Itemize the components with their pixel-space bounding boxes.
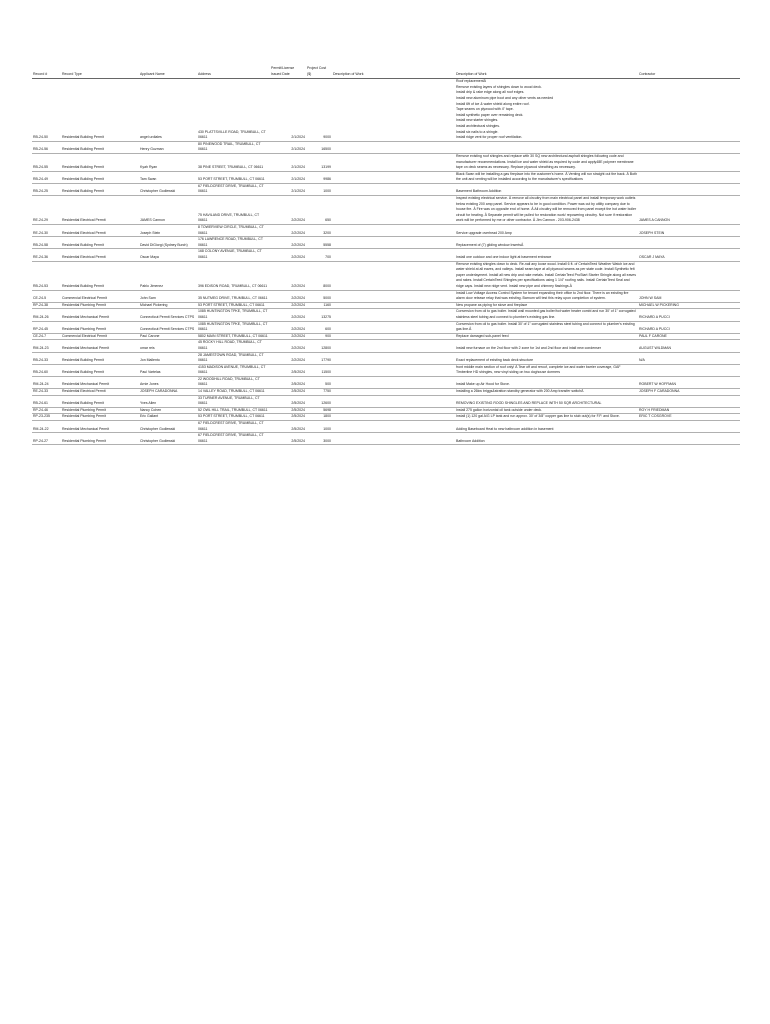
address-cell: 67 FIELDCREST DRIVE, TRUMBULL, CT 06611 bbox=[197, 183, 270, 195]
contractor-cell: AUGUST WILDMAN bbox=[638, 340, 740, 352]
table-row bbox=[32, 364, 740, 376]
contractor-cell: ERIC T COSGROVE bbox=[638, 414, 740, 421]
contractor-cell bbox=[638, 79, 740, 142]
contractor-cell bbox=[638, 153, 740, 171]
table-row bbox=[32, 261, 740, 290]
project-cost-cell: 13199 bbox=[306, 153, 332, 171]
applicant-name-cell: Christopher Godlewski bbox=[139, 433, 197, 445]
project-cost-cell: 8000 bbox=[306, 261, 332, 290]
record-type-cell: Residential Electrical Permit bbox=[61, 249, 139, 261]
project-cost-cell: 16500 bbox=[306, 141, 332, 153]
record-number-cell: RP-24-46 bbox=[32, 407, 61, 414]
project-cost-cell: 700 bbox=[306, 249, 332, 261]
record-type-cell: Residential Building Permit bbox=[61, 79, 139, 142]
record-type-cell: Residential Mechanical Permit bbox=[61, 421, 139, 433]
record-number-cell: RE-24-29 bbox=[32, 196, 61, 225]
permit-report-sheet bbox=[32, 66, 740, 445]
project-cost-cell: 5558 bbox=[306, 237, 332, 249]
applicant-name-cell: Nancy Cohen bbox=[139, 407, 197, 414]
permit-table bbox=[32, 66, 740, 445]
applicant-name-cell: Pablo Jimenez bbox=[139, 261, 197, 290]
applicant-name-cell: Paul Vartelas bbox=[139, 364, 197, 376]
description-cell bbox=[332, 395, 455, 407]
column-header: Applicant Name bbox=[139, 66, 197, 79]
contractor-cell: ROY H FRIEDMAN bbox=[638, 407, 740, 414]
contractor-cell: OSCAR J MAYA bbox=[638, 249, 740, 261]
applicant-name-cell: omar reis bbox=[139, 340, 197, 352]
applicant-name-cell: Paul Carone bbox=[139, 333, 197, 340]
project-cost-cell: 13275 bbox=[306, 309, 332, 321]
project-cost-cell: 1800 bbox=[306, 414, 332, 421]
applicant-name-cell: Kyah Ryan bbox=[139, 153, 197, 171]
applicant-name-cell: Arnie Jones bbox=[139, 376, 197, 388]
address-cell: 53 PORT STREET, TRUMBULL, CT 06611 bbox=[197, 302, 270, 309]
address-cell: 4153 MADISON AVENUE, TRUMBULL, CT 06611 bbox=[197, 364, 270, 376]
applicant-name-cell: John Sam bbox=[139, 290, 197, 302]
description-cell bbox=[332, 141, 455, 153]
description-detail-cell: Install Make up Air Hood for Stove. bbox=[455, 376, 638, 388]
project-cost-cell: 9000 bbox=[306, 79, 332, 142]
record-number-cell: RM-24-22 bbox=[32, 421, 61, 433]
record-type-cell: Residential Mechanical Permit bbox=[61, 376, 139, 388]
project-cost-cell: 1160 bbox=[306, 302, 332, 309]
record-type-cell: Residential Plumbing Permit bbox=[61, 433, 139, 445]
table-row bbox=[32, 309, 740, 321]
issued-date-cell: 2/5/2024 bbox=[270, 389, 306, 396]
contractor-cell: RICHARD A PUCCI bbox=[638, 321, 740, 333]
table-row bbox=[32, 302, 740, 309]
column-header: Contractor bbox=[638, 66, 740, 79]
description-detail-cell: Service upgrade overhead 200 Amp bbox=[455, 225, 638, 237]
record-type-cell: Residential Building Permit bbox=[61, 395, 139, 407]
record-type-cell: Residential Plumbing Permit bbox=[61, 414, 139, 421]
issued-date-cell: 2/5/2024 bbox=[270, 421, 306, 433]
column-header: Record # bbox=[32, 66, 61, 79]
applicant-name-cell: JAMES Cannon bbox=[139, 196, 197, 225]
applicant-name-cell: Christopher Godlewski bbox=[139, 421, 197, 433]
contractor-cell bbox=[638, 395, 740, 407]
applicant-name-cell: Oscar Maya bbox=[139, 249, 197, 261]
contractor-cell bbox=[638, 183, 740, 195]
address-cell: 176 LAWRENCE ROAD, TRUMBULL, CT 06611 bbox=[197, 237, 270, 249]
issued-date-cell: 2/5/2024 bbox=[270, 364, 306, 376]
issued-date-cell: 2/2/2024 bbox=[270, 333, 306, 340]
contractor-cell bbox=[638, 433, 740, 445]
column-header: Description of Work bbox=[332, 66, 455, 79]
description-detail-cell: Exact replacement of existing back deck structure bbox=[455, 352, 638, 364]
record-number-cell: RE-24-36 bbox=[32, 249, 61, 261]
description-detail-cell: Black Swan will be installing a gas fireplace into the customer's home. Â Venting will run straight out the back. Â Both the unit and venting will be installed according to the manufacturer's specifications bbox=[455, 171, 638, 183]
address-cell: 52 OWL HILL TRAIL, TRUMBULL, CT 06611 bbox=[197, 407, 270, 414]
description-cell bbox=[332, 290, 455, 302]
applicant-name-cell: Connecticut Permit Services CTPS bbox=[139, 321, 197, 333]
record-type-cell: Residential Building Permit bbox=[61, 261, 139, 290]
issued-date-cell: 2/2/2024 bbox=[270, 196, 306, 225]
record-number-cell: RB-24-50 bbox=[32, 79, 61, 142]
table-row bbox=[32, 321, 740, 333]
record-type-cell: Residential Building Permit bbox=[61, 171, 139, 183]
address-cell: 168 COLONY AVENUE, TRUMBULL, CT 06611 bbox=[197, 249, 270, 261]
project-cost-cell: 7750 bbox=[306, 389, 332, 396]
applicant-name-cell: Christopher Godlewski bbox=[139, 183, 197, 195]
applicant-name-cell: Tam Swan bbox=[139, 171, 197, 183]
applicant-name-cell: JOSEPH CARADONNA bbox=[139, 389, 197, 396]
issued-date-cell: 2/2/2024 bbox=[270, 309, 306, 321]
applicant-name-cell: Jon Mallento bbox=[139, 352, 197, 364]
record-number-cell: RB-24-58 bbox=[32, 237, 61, 249]
record-type-cell: Residential Electrical Permit bbox=[61, 389, 139, 396]
record-number-cell: RB-24-53 bbox=[32, 261, 61, 290]
description-detail-cell: Conversion from oil to gas boiler. Install wall mounted gas boiler/hot water heater combi and run 30' of 1" corrugated stainless steel tubing and connect to plumber's existing gas line. bbox=[455, 309, 638, 321]
description-detail-cell: Install 275 gallon horizontal oil tank outside under deck. bbox=[455, 407, 638, 414]
address-cell: 430 PLATTSVILLE ROAD, TRUMBULL, CT 06611 bbox=[197, 79, 270, 142]
record-type-cell: Residential Plumbing Permit bbox=[61, 321, 139, 333]
column-header: Address bbox=[197, 66, 270, 79]
record-number-cell: RB-24-56 bbox=[32, 141, 61, 153]
table-body bbox=[32, 79, 740, 445]
record-type-cell: Residential Building Permit bbox=[61, 364, 139, 376]
record-type-cell: Residential Building Permit bbox=[61, 352, 139, 364]
contractor-cell bbox=[638, 141, 740, 153]
issued-date-cell: 2/2/2024 bbox=[270, 340, 306, 352]
table-row bbox=[32, 183, 740, 195]
record-type-cell: Residential Plumbing Permit bbox=[61, 407, 139, 414]
project-cost-cell: 1000 bbox=[306, 183, 332, 195]
project-cost-cell: 600 bbox=[306, 321, 332, 333]
project-cost-cell: 12800 bbox=[306, 340, 332, 352]
record-number-cell: RB-24-25 bbox=[32, 183, 61, 195]
description-cell bbox=[332, 153, 455, 171]
issued-date-cell: 2/2/2024 bbox=[270, 225, 306, 237]
record-type-cell: Residential Building Permit bbox=[61, 237, 139, 249]
address-cell: 38 PINE STREET, TRUMBULL, CT 06611 bbox=[197, 153, 270, 171]
description-cell bbox=[332, 414, 455, 421]
description-detail-cell: Roof replacementÂ Remove existing layers of shingles down to wood deck. Install drip & rake edge along all roof edges. Install new aluminum pipe boot and any other vents as needed Install 6ft of ice & water shield along entire roof. Tape seams on plywood with 4" tape. Install synthetic paper over remaining deck. Install new starter shingles. Install architectural shingles. Install six nails to a shingle. Install ridge vent for proper roof ventilation. bbox=[455, 79, 638, 142]
table-row bbox=[32, 407, 740, 414]
description-cell bbox=[332, 225, 455, 237]
address-cell: 67 FIELDCREST DRIVE, TRUMBULL, CT 06611 bbox=[197, 433, 270, 445]
address-cell: 45 ROCKY HILL ROAD, TRUMBULL, CT 06611 bbox=[197, 340, 270, 352]
description-detail-cell: Bathroom Addition bbox=[455, 433, 638, 445]
column-header: Description of Work bbox=[455, 66, 638, 79]
record-number-cell: RB-24-55 bbox=[32, 153, 61, 171]
record-type-cell: Residential Mechanical Permit bbox=[61, 309, 139, 321]
issued-date-cell: 2/1/2024 bbox=[270, 153, 306, 171]
contractor-cell: JOSEPH STEIN bbox=[638, 225, 740, 237]
project-cost-cell: 3000 bbox=[306, 433, 332, 445]
contractor-cell: MICHAEL W PICKERING bbox=[638, 302, 740, 309]
table-row bbox=[32, 421, 740, 433]
description-cell bbox=[332, 237, 455, 249]
record-type-cell: Residential Plumbing Permit bbox=[61, 302, 139, 309]
project-cost-cell: 5698 bbox=[306, 407, 332, 414]
record-number-cell: RE-24-30 bbox=[32, 225, 61, 237]
record-number-cell: RP-24-45 bbox=[32, 321, 61, 333]
issued-date-cell: 2/2/2024 bbox=[270, 290, 306, 302]
project-cost-cell: 650 bbox=[306, 196, 332, 225]
issued-date-cell: 2/2/2024 bbox=[270, 321, 306, 333]
applicant-name-cell: Eric Gallant bbox=[139, 414, 197, 421]
applicant-name-cell: Henry Guzman bbox=[139, 141, 197, 153]
address-cell: 396 EDISON ROAD, TRUMBULL, CT 06611 bbox=[197, 261, 270, 290]
address-cell: 1085 HUNTINGTON TPKE, TRUMBULL, CT 06611 bbox=[197, 309, 270, 321]
record-type-cell: Residential Electrical Permit bbox=[61, 225, 139, 237]
description-detail-cell: Remove existing shingles down to deck. Re-nail any loose wood. Install 6 ft. of CertainTeed Weather Watch ice and water shield at all eaves, and valleys. Install seam tape at all plywood seams as per state code. Install Synthetic felt paper underlayment. Install all new drip and rake metals. Install CertainTeed ProStart Starter Shingle along all eaves and rakes. Install CertainTeed Shingles per specifications using 1 1/4" roofing nails. Install CertainTeed Seal and ridge caps. Install new ridge vent. Install new pipe and chimney flashings.Â bbox=[455, 261, 638, 290]
applicant-name-cell: Michael Pickering bbox=[139, 302, 197, 309]
project-cost-cell: 9986 bbox=[306, 171, 332, 183]
table-row bbox=[32, 376, 740, 388]
contractor-cell: JAMES A CANNON bbox=[638, 196, 740, 225]
contractor-cell: JOSEPH F CARADONNA bbox=[638, 389, 740, 396]
contractor-cell: JOHN W SAM bbox=[638, 290, 740, 302]
description-cell bbox=[332, 333, 455, 340]
record-number-cell: CE-24-7 bbox=[32, 333, 61, 340]
description-detail-cell: REMOVING EXISTING ROOD SHINGLES AND REPLACE WITH 50 SQR ARCHITECTURAL bbox=[455, 395, 638, 407]
description-cell bbox=[332, 364, 455, 376]
description-detail-cell: Install (1) 120 gal A/G LP tank and run approx. 30' of 3/8" copper gas line to stub out(s) for F.P. and Stove. bbox=[455, 414, 638, 421]
record-number-cell: RM-24-26 bbox=[32, 309, 61, 321]
table-row bbox=[32, 153, 740, 171]
table-row bbox=[32, 196, 740, 225]
issued-date-cell: 2/1/2024 bbox=[270, 183, 306, 195]
column-header: Permit/License Issued Date bbox=[270, 66, 306, 79]
project-cost-cell: 1000 bbox=[306, 421, 332, 433]
issued-date-cell: 2/2/2024 bbox=[270, 249, 306, 261]
project-cost-cell: 900 bbox=[306, 333, 332, 340]
description-cell bbox=[332, 433, 455, 445]
issued-date-cell: 2/5/2024 bbox=[270, 414, 306, 421]
issued-date-cell: 2/1/2024 bbox=[270, 171, 306, 183]
record-type-cell: Commercial Electrical Permit bbox=[61, 290, 139, 302]
description-cell bbox=[332, 376, 455, 388]
table-row bbox=[32, 225, 740, 237]
address-cell: 80 PINEWOOD TRAIL, TRUMBULL, CT 06611 bbox=[197, 141, 270, 153]
project-cost-cell: 3200 bbox=[306, 225, 332, 237]
description-detail-cell: Install Low Voltage Access Control System for tenant expanding their office to 2nd floor. There is an existing fire alarm door release relay that was existing. Barnum will test this relay upon completion of system. bbox=[455, 290, 638, 302]
description-cell bbox=[332, 302, 455, 309]
contractor-cell: RICHARD A PUCCI bbox=[638, 309, 740, 321]
contractor-cell bbox=[638, 171, 740, 183]
description-detail-cell: Install new furnace on the 2nd floor with 2 zone for 1st and 2nd floor and intall new condenser bbox=[455, 340, 638, 352]
table-row bbox=[32, 249, 740, 261]
address-cell: 1085 HUNTINGTON TPKE, TRUMBULL, CT 06611 bbox=[197, 321, 270, 333]
project-cost-cell: 17790 bbox=[306, 352, 332, 364]
description-cell bbox=[332, 183, 455, 195]
address-cell: 67 FIELDCREST DRIVE, TRUMBULL, CT 06611 bbox=[197, 421, 270, 433]
table-row bbox=[32, 352, 740, 364]
contractor-cell bbox=[638, 364, 740, 376]
table-row bbox=[32, 433, 740, 445]
contractor-cell: ROBERT W HOFFMAN bbox=[638, 376, 740, 388]
issued-date-cell: 2/2/2024 bbox=[270, 302, 306, 309]
description-detail-cell: front middle main section of roof only! Â Tear off and reroof, complete ice and water barrier coverage, GAF Timberline HD shingles, new vinyl siding on two doghouse dormers bbox=[455, 364, 638, 376]
issued-date-cell: 2/1/2024 bbox=[270, 141, 306, 153]
description-detail-cell: Remove existing roof shingles and replace with 30 SQ new architectural asphalt shingles following code and manufacturer recommendations. Install ice and water shield as required by code and apply48E polymer membrane tape on deck seams as necessary. Replace plywood sheathing as necessary. bbox=[455, 153, 638, 171]
table-row bbox=[32, 340, 740, 352]
table-header-row bbox=[32, 66, 740, 79]
issued-date-cell: 2/5/2024 bbox=[270, 376, 306, 388]
column-header: Project Cost ($) bbox=[306, 66, 332, 79]
address-cell: 33 TURNER AVENUE, TRUMBULL, CT 06611 bbox=[197, 395, 270, 407]
description-cell bbox=[332, 321, 455, 333]
description-detail-cell: Conversion from oil to gas boiler. Install 30' of 1" corrugated stainless steel tubing and connect to plumber's existing gas line.Â bbox=[455, 321, 638, 333]
description-cell bbox=[332, 340, 455, 352]
description-detail-cell: Adding Baseboard Heat to new bathroom addition in basement bbox=[455, 421, 638, 433]
record-type-cell: Residential Building Permit bbox=[61, 183, 139, 195]
record-number-cell: CE-24-5 bbox=[32, 290, 61, 302]
record-type-cell: Commercial Electrical Permit bbox=[61, 333, 139, 340]
record-type-cell: Residential Building Permit bbox=[61, 153, 139, 171]
description-cell bbox=[332, 196, 455, 225]
record-number-cell: RB-24-49 bbox=[32, 171, 61, 183]
project-cost-cell: 11500 bbox=[306, 364, 332, 376]
description-detail-cell: Replace damaged sub-panel feed bbox=[455, 333, 638, 340]
contractor-cell: N/A bbox=[638, 352, 740, 364]
record-number-cell: RE-24-33 bbox=[32, 389, 61, 396]
record-number-cell: RP-24-27 bbox=[32, 433, 61, 445]
issued-date-cell: 2/2/2024 bbox=[270, 237, 306, 249]
contractor-cell: PAUL F CARONE bbox=[638, 333, 740, 340]
issued-date-cell: 2/5/2024 bbox=[270, 407, 306, 414]
address-cell: 14 VALLEY ROAD, TRUMBULL, CT 06611 bbox=[197, 389, 270, 396]
description-detail-cell: New propane as piping for stove and fireplace bbox=[455, 302, 638, 309]
address-cell: 22 WOODHILL ROAD, TRUMBULL, CT 06611 bbox=[197, 376, 270, 388]
issued-date-cell: 2/2/2024 bbox=[270, 261, 306, 290]
address-cell: 28 JAMESTOWN ROAD, TRUMBULL, CT 06611 bbox=[197, 352, 270, 364]
address-cell: 75 HAVILAND DRIVE, TRUMBULL, CT 06611 bbox=[197, 196, 270, 225]
table-row bbox=[32, 414, 740, 421]
issued-date-cell: 2/1/2024 bbox=[270, 79, 306, 142]
description-cell bbox=[332, 261, 455, 290]
description-detail-cell bbox=[455, 141, 638, 153]
project-cost-cell: 500 bbox=[306, 376, 332, 388]
column-header: Record Type bbox=[61, 66, 139, 79]
description-detail-cell: Install one outdoor and one indoor light at basement entrance bbox=[455, 249, 638, 261]
address-cell: 35 NUTMEG DRIVE, TRUMBULL, CT 06611 bbox=[197, 290, 270, 302]
record-number-cell: RB-24-33 bbox=[32, 352, 61, 364]
project-cost-cell: 12600 bbox=[306, 395, 332, 407]
record-type-cell: Residential Mechanical Permit bbox=[61, 340, 139, 352]
applicant-name-cell: angel urdiales bbox=[139, 79, 197, 142]
address-cell: 8 TOWERVIEW CIRCLE, TRUMBULL, CT 06611 bbox=[197, 225, 270, 237]
description-cell bbox=[332, 171, 455, 183]
table-row bbox=[32, 237, 740, 249]
address-cell: 5802 MAIN STREET, TRUMBULL, CT 06611 bbox=[197, 333, 270, 340]
table-row bbox=[32, 290, 740, 302]
contractor-cell bbox=[638, 261, 740, 290]
description-cell bbox=[332, 352, 455, 364]
issued-date-cell: 2/2/2024 bbox=[270, 352, 306, 364]
address-cell: 53 PORT STREET, TRUMBULL, CT 06611 bbox=[197, 171, 270, 183]
description-detail-cell: Installing a 26kw briggs&stratton standby generator with 200 Amp transfer switchÂ bbox=[455, 389, 638, 396]
description-cell bbox=[332, 421, 455, 433]
description-cell bbox=[332, 249, 455, 261]
issued-date-cell: 2/5/2024 bbox=[270, 395, 306, 407]
table-row bbox=[32, 395, 740, 407]
description-detail-cell: Inspect existing electrical service. Â remove all circuitry from main electrical panel and install temporary work outlets below existing 200 amp panel. Service appears to be in good condition. Power was cut by utility company due to house fire. Â Fire was on opposite end of home. Â All circuitry will be removed from panel except the hot water boiler circuit for heating. Â Separate permit will be pulled for restoration work/ repowering circuitry. Not sure if restoration work will be performed by me or other contractor. Â Jim Cannon - 203-906-2438 bbox=[455, 196, 638, 225]
address-cell: 53 PORT STREET, TRUMBULL, CT 06611 bbox=[197, 414, 270, 421]
table-row bbox=[32, 171, 740, 183]
contractor-cell bbox=[638, 237, 740, 249]
description-cell bbox=[332, 407, 455, 414]
table-row bbox=[32, 389, 740, 396]
description-cell bbox=[332, 389, 455, 396]
contractor-cell bbox=[638, 421, 740, 433]
description-detail-cell: Basement Bathroom Addition bbox=[455, 183, 638, 195]
table-row bbox=[32, 141, 740, 153]
project-cost-cell: 5000 bbox=[306, 290, 332, 302]
issued-date-cell: 2/5/2024 bbox=[270, 433, 306, 445]
record-number-cell: RB-24-61 bbox=[32, 395, 61, 407]
applicant-name-cell: David DiGiorgi (Sydney Burch) bbox=[139, 237, 197, 249]
description-detail-cell: Replacement of (7) gliding window InsertsÂ bbox=[455, 237, 638, 249]
applicant-name-cell: Joseph Stein bbox=[139, 225, 197, 237]
record-number-cell: RB-24-60 bbox=[32, 364, 61, 376]
record-type-cell: Residential Building Permit bbox=[61, 141, 139, 153]
description-cell bbox=[332, 79, 455, 142]
record-number-cell: RP-23-235 bbox=[32, 414, 61, 421]
record-number-cell: RM-24-24 bbox=[32, 376, 61, 388]
applicant-name-cell: Yves Allen bbox=[139, 395, 197, 407]
table-row bbox=[32, 333, 740, 340]
description-cell bbox=[332, 309, 455, 321]
applicant-name-cell: Connecticut Permit Services CTPS bbox=[139, 309, 197, 321]
record-number-cell: RP-24-38 bbox=[32, 302, 61, 309]
record-number-cell: RM-24-23 bbox=[32, 340, 61, 352]
record-type-cell: Residential Electrical Permit bbox=[61, 196, 139, 225]
table-row bbox=[32, 79, 740, 142]
